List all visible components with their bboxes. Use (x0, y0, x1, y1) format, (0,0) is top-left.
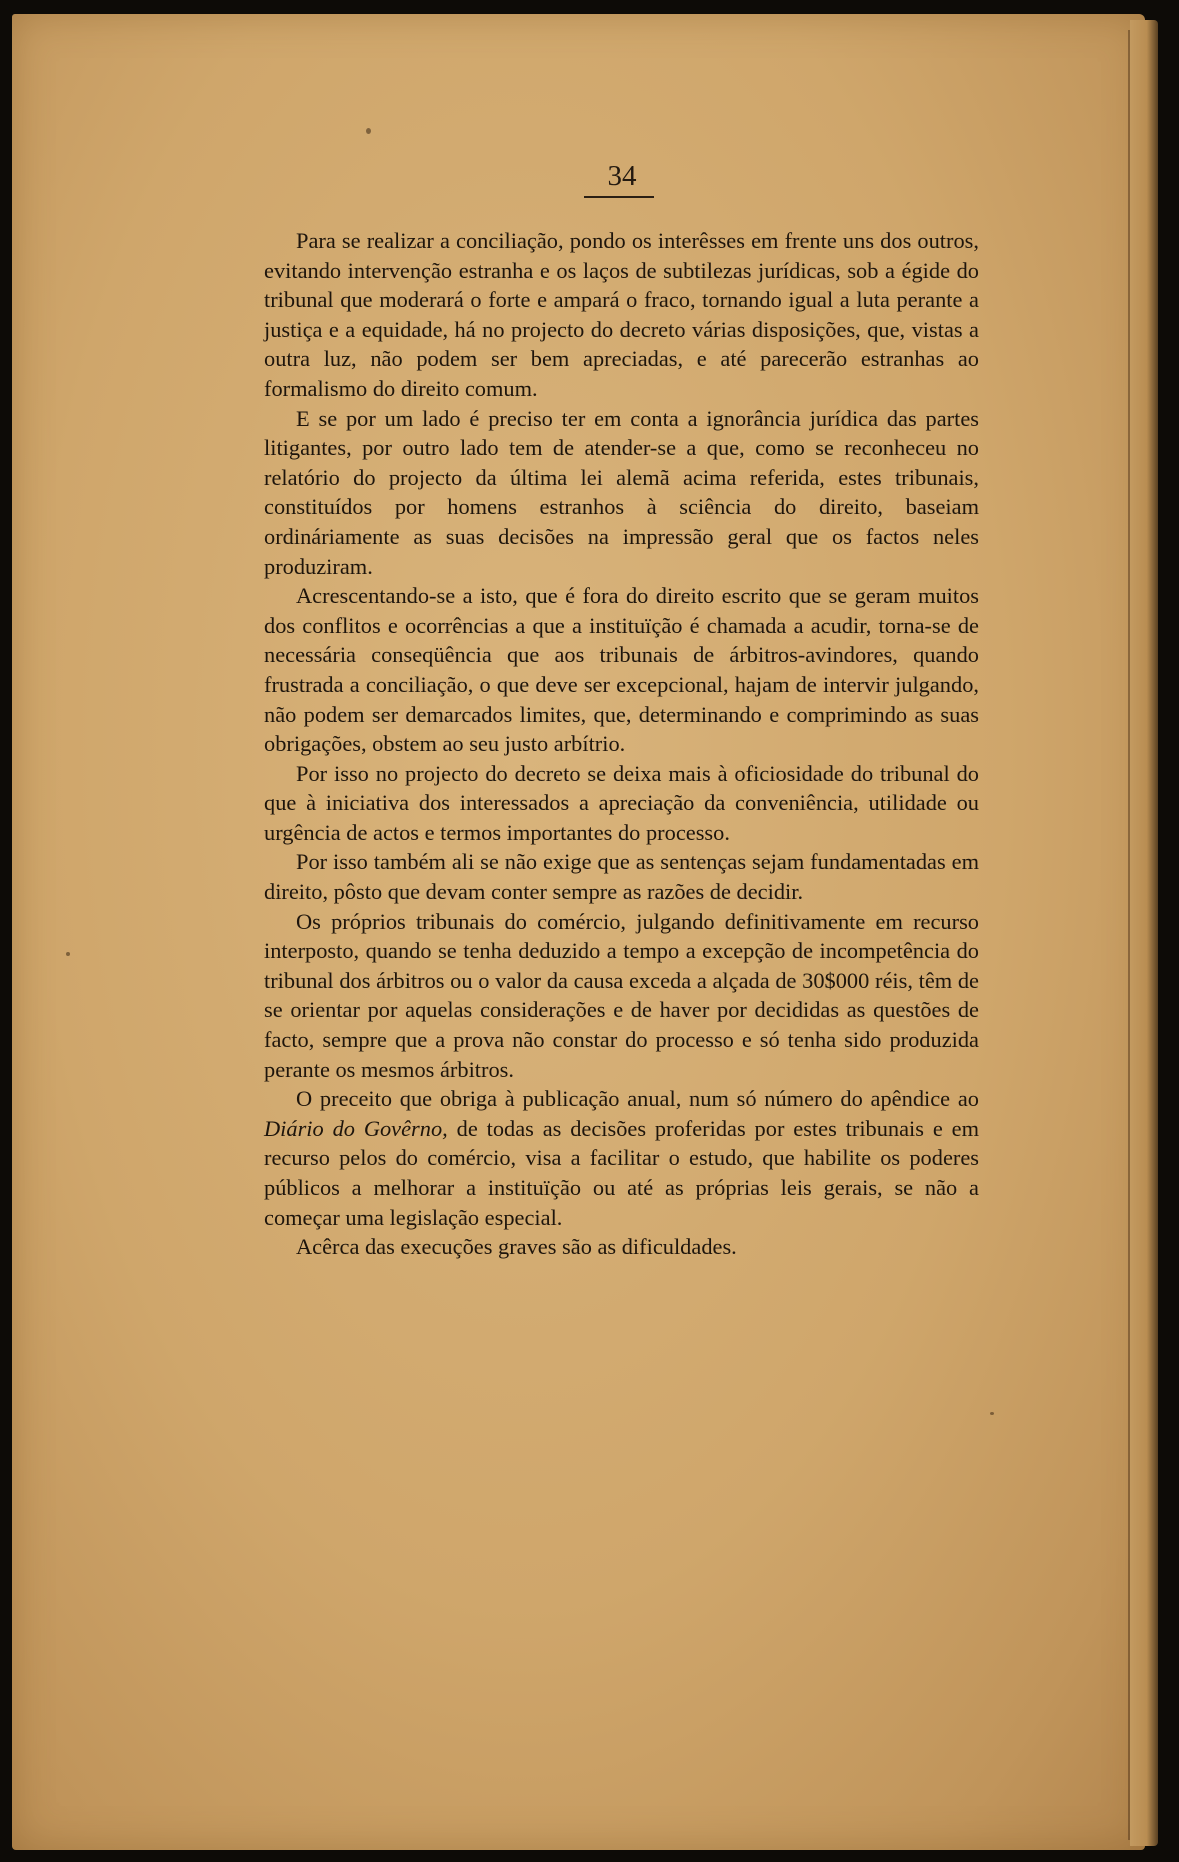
publication-title: Diário do Govêrno, (264, 1115, 448, 1141)
paragraph: Acêrca das execuções graves são as dificuldades. (296, 1234, 737, 1260)
page-fold-line (1128, 30, 1130, 1840)
paragraph (264, 1084, 979, 1232)
page-number-rule (584, 196, 654, 198)
paragraph: Os próprios tribunais do comércio, julgando definitivamente em recurso interposto, quando se tenha deduzido a tempo a excepção de incompetência do tribunal dos árbitros ou o valor da causa exceda a alçada de 30$000 réis, têm de se orientar por aquelas considerações e de haver por decididas as questões de facto, sempre que a prova não constar do processo e só tenha sido produzida perante os mesmos árbitros. (264, 908, 979, 1082)
paper-speck (66, 952, 70, 956)
text-run: de todas as decisões proferidas por estes tribunais e em recurso pelos do comércio, visa a facilitar o estudo, que habilite os poderes públicos a melhorar a instituïção ou até as próprias leis gerais, se não a começar uma legislação especial. (264, 1115, 979, 1230)
paper-speck (366, 128, 371, 134)
page-edge (1130, 20, 1158, 1846)
text-run: O preceito que obriga à publicação anual, num só número do apêndice ao (296, 1086, 979, 1112)
paragraph: Para se realizar a conciliação, pondo os interêsses em frente uns dos outros, evitando intervenção estranha e os laços de subtilezas jurídicas, sob a égide do tribunal que moderará o forte e ampará o fraco, tornando igual a luta perante a justiça e a equidade, há no projecto do decreto várias disposições, que, vistas a outra luz, não podem ser bem apreciadas, e até parecerão estranhas ao formalismo do direito comum. (264, 228, 979, 401)
body-text (264, 226, 979, 1262)
paragraph: Por isso no projecto do decreto se deixa mais à oficiosidade do tribunal do que à iniciativa dos interessados a apreciação da conveniência, utilidade ou urgência de actos e termos importantes do processo. (264, 760, 979, 845)
page-number: 34 (607, 160, 637, 192)
paragraph: E se por um lado é preciso ter em conta a ignorância jurídica das partes litigantes, por outro lado tem de atender-se a que, como se reconheceu no relatório do projecto da última lei alemã acima referida, estes tribunais, constituídos por homens estranhos à sciência do direito, baseiam ordináriamente as suas decisões na impressão geral que os factos neles produziram. (264, 405, 979, 579)
paragraph: Acrescentando-se a isto, que é fora do direito escrito que se geram muitos dos conflitos e ocorrências a que a instituïção é chamada a acudir, torna-se de necessária conseqüência que aos tribunais de árbitros-avindores, quando frustrada a conciliação, o que deve ser excepcional, hajam de intervir julgando, não podem ser demarcados limites, que, determinando e comprimindo as suas obrigações, obstem ao seu justo arbítrio. (264, 583, 979, 757)
paper-speck (990, 1412, 994, 1415)
paragraph: Por isso também ali se não exige que as sentenças sejam fundamentadas em direito, pôsto que devam conter sempre as razões de decidir. (264, 849, 979, 905)
